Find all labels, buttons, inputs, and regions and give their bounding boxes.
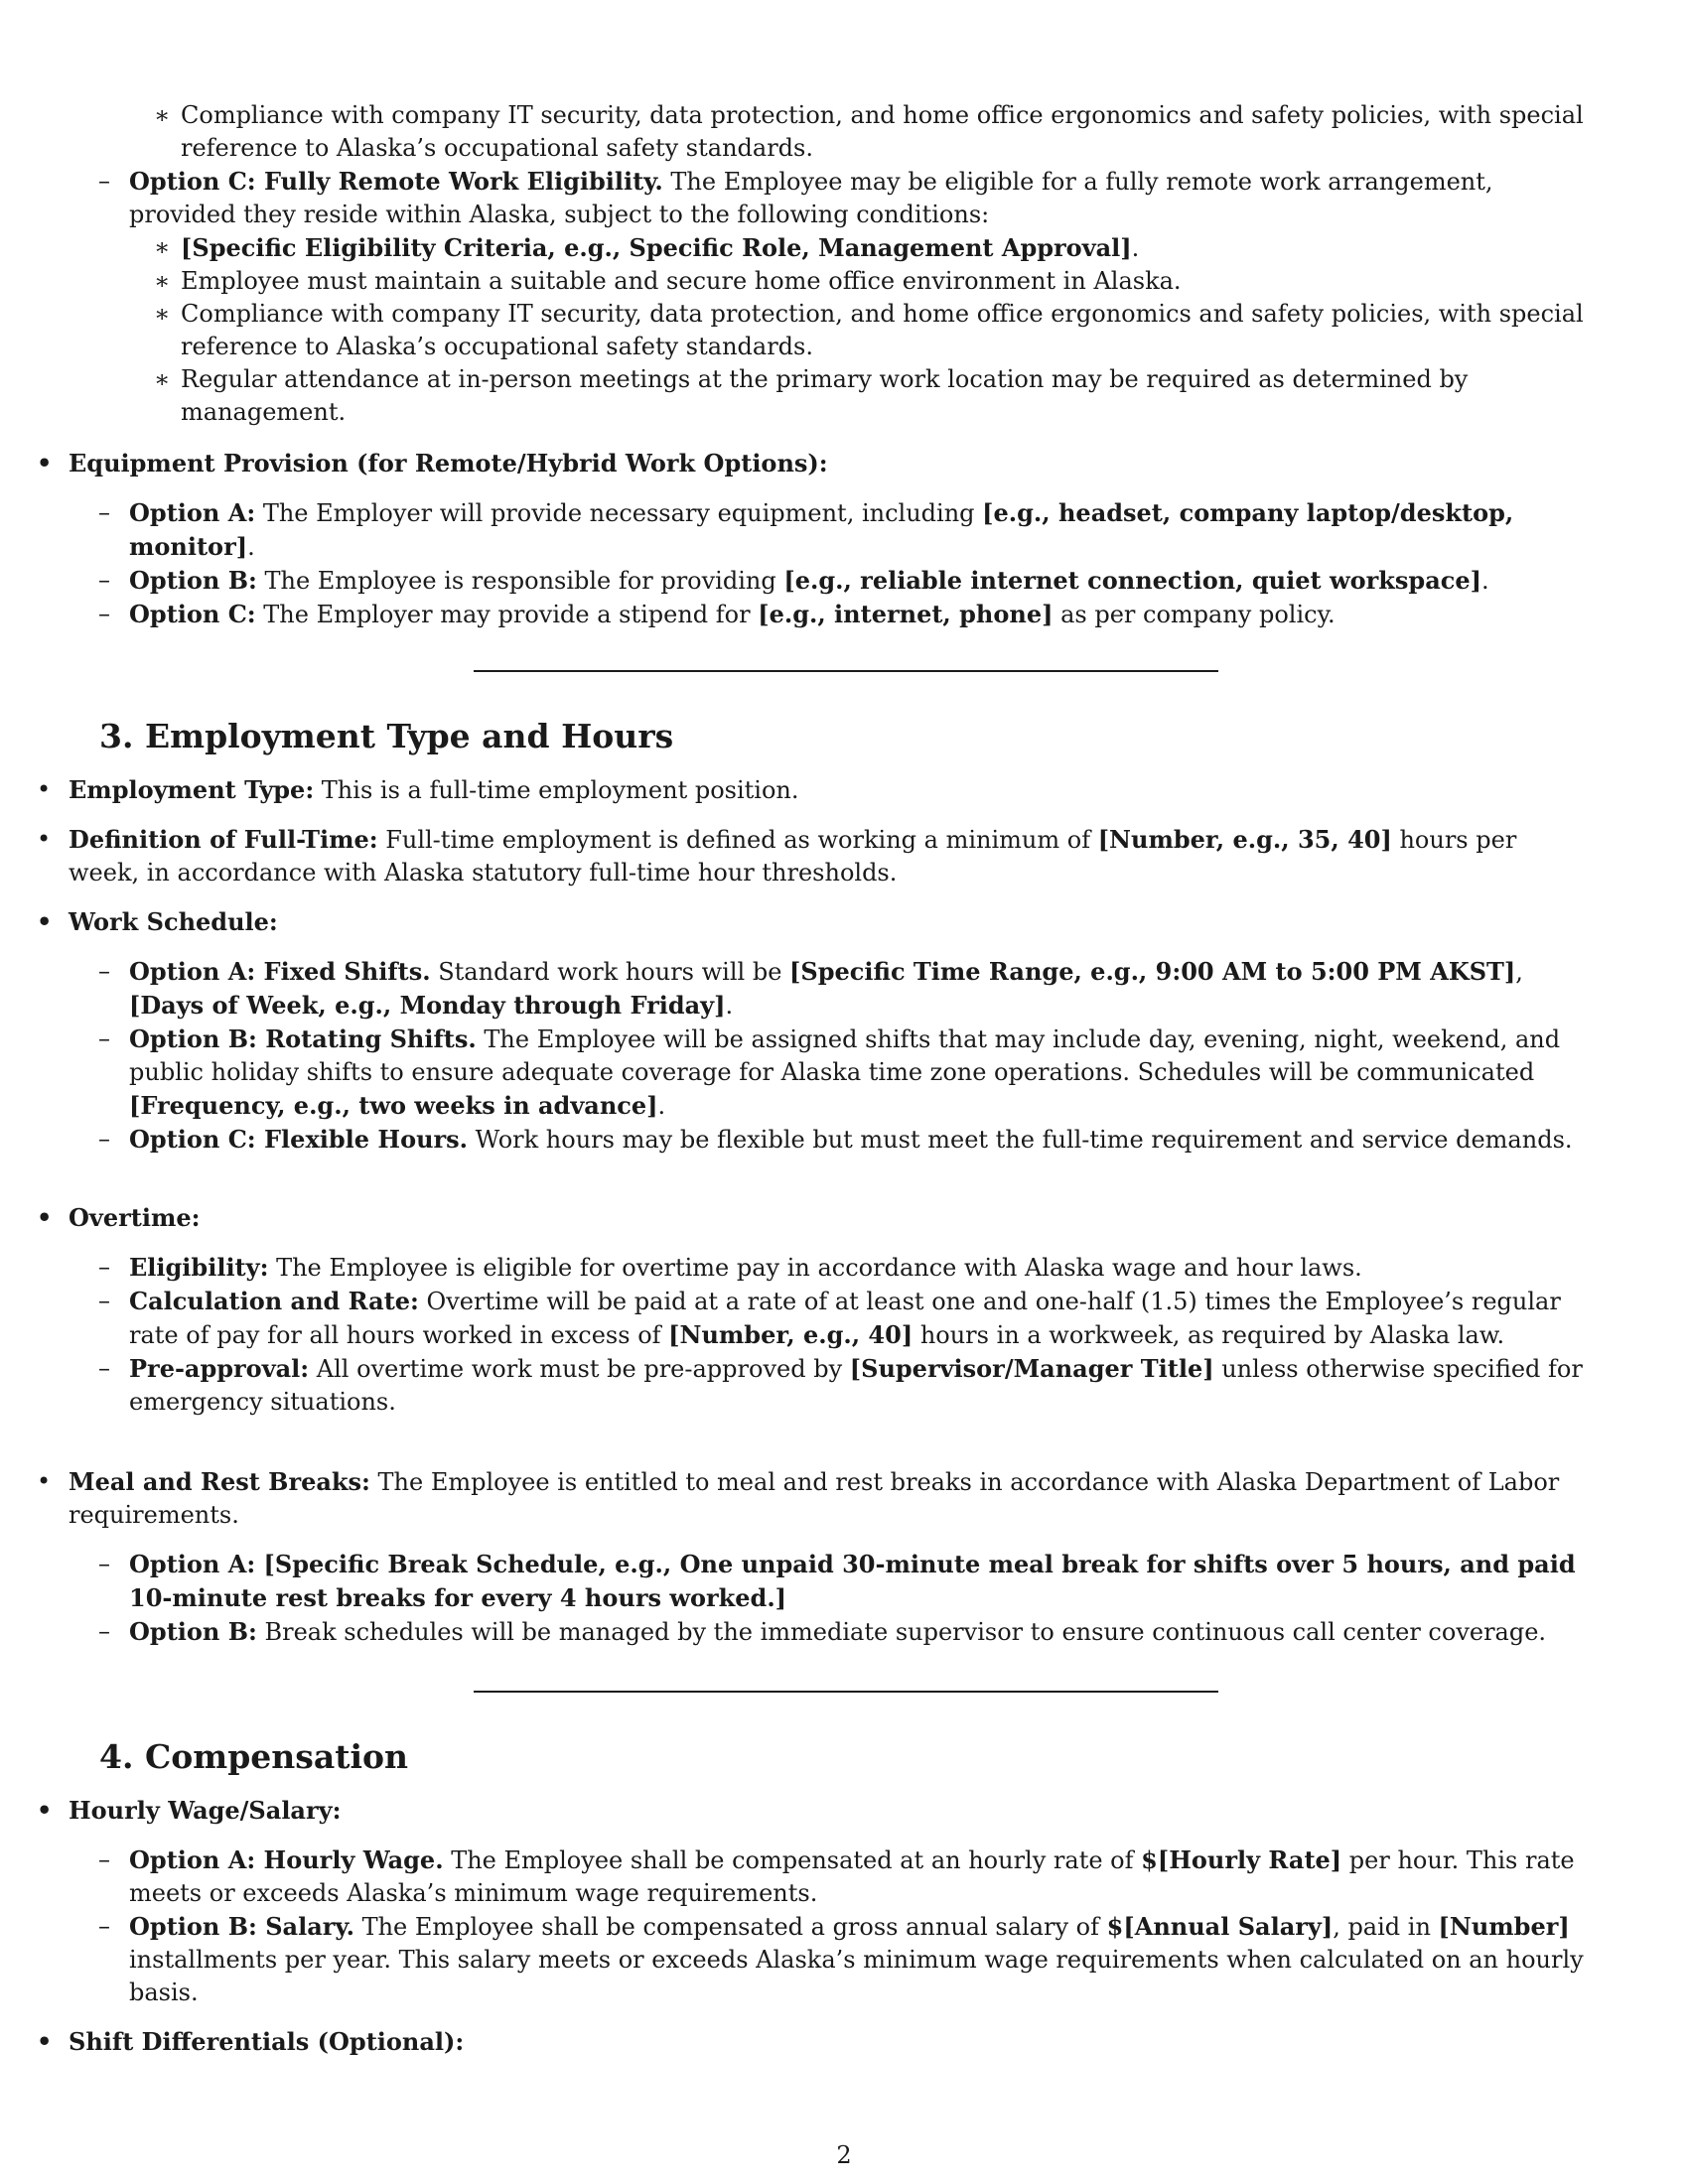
list-item bbox=[0, 363, 1589, 429]
schedule-heading: Work Schedule: bbox=[69, 907, 278, 936]
bullet-marker: • bbox=[37, 825, 52, 853]
bold-run: [Number, e.g., 35, 40] bbox=[1097, 825, 1392, 854]
section-number: 3. bbox=[99, 717, 134, 755]
list-item bbox=[0, 231, 1589, 265]
bold-run: Option A: bbox=[129, 498, 256, 527]
shift-differentials bbox=[37, 2025, 1589, 2058]
bold-run: [Number] bbox=[1438, 1912, 1570, 1941]
list-item bbox=[0, 1794, 1589, 1827]
bullet-marker: • bbox=[37, 2027, 53, 2056]
work-schedule bbox=[37, 905, 1589, 938]
equipment-heading: Equipment Provision (for Remote/Hybrid Work Options): bbox=[69, 449, 828, 478]
bullet-marker: • bbox=[37, 449, 53, 478]
item-text bbox=[181, 300, 1584, 360]
bold-run: [e.g., headset, company laptop/desktop, monitor] bbox=[129, 498, 1514, 561]
bold-run: [Days of Week, e.g., Monday through Friday] bbox=[129, 991, 726, 1020]
bullet-marker: • bbox=[37, 775, 52, 803]
section-heading bbox=[99, 717, 673, 756]
bullet-marker: • bbox=[37, 907, 53, 936]
bold-run: Option B: bbox=[129, 566, 257, 595]
text-run: Regular attendance at in-person meetings at the primary work location may be required as determined by management. bbox=[181, 365, 1469, 426]
star-marker: ∗ bbox=[154, 267, 171, 295]
text-run: Work hours may be flexible but must meet the full-time requirement and service demands. bbox=[468, 1126, 1573, 1154]
list-item bbox=[0, 1201, 1589, 1234]
list-item bbox=[0, 773, 1589, 807]
text-run: . bbox=[725, 992, 734, 1020]
list-item bbox=[0, 447, 1589, 479]
dash-marker: – bbox=[98, 167, 110, 195]
bold-run: Option A: [Specific Break Schedule, e.g., One unpaid 30-minute meal break for shifts over 5 hours, and paid 10-minute rest breaks for every 4 hours worked.] bbox=[129, 1550, 1576, 1612]
differentials-heading: Shift Differentials (Optional): bbox=[69, 2027, 465, 2056]
item-text bbox=[129, 499, 1513, 561]
text-run: , paid in bbox=[1333, 1913, 1439, 1941]
text-run: . bbox=[1131, 234, 1140, 262]
dash-marker: – bbox=[98, 1125, 110, 1153]
wage-salary bbox=[37, 1794, 1589, 1827]
bold-run: [e.g., internet, phone] bbox=[758, 600, 1054, 628]
schedule-options bbox=[99, 955, 1589, 1157]
item-text bbox=[129, 1913, 1584, 2006]
bold-run: Option C: bbox=[129, 600, 256, 628]
text-run: The Employee shall be compensated at an hourly rate of bbox=[443, 1846, 1142, 1874]
bold-run: [Number, e.g., 40] bbox=[668, 1320, 914, 1349]
bold-run: [Specific Time Range, e.g., 9:00 AM to 5:00 PM AKST] bbox=[789, 957, 1516, 986]
list-item bbox=[0, 1843, 1589, 1910]
employment-type bbox=[37, 773, 1589, 807]
dash-marker: – bbox=[98, 1024, 110, 1052]
bold-run: $[Hourly Rate] bbox=[1141, 1845, 1342, 1874]
list-item bbox=[0, 1285, 1589, 1352]
list-item bbox=[0, 823, 1589, 889]
section-number: 4. bbox=[99, 1737, 134, 1776]
dash-marker: – bbox=[98, 957, 110, 985]
bold-run: [Supervisor/Manager Title] bbox=[849, 1354, 1214, 1383]
item-text bbox=[129, 168, 1493, 228]
item-text bbox=[129, 1551, 1576, 1612]
item-text bbox=[69, 826, 1516, 887]
star-marker: ∗ bbox=[154, 101, 171, 129]
item-text bbox=[129, 601, 1336, 628]
text-run: hours in a workweek, as required by Alaska law. bbox=[913, 1321, 1505, 1349]
dash-marker: – bbox=[98, 498, 110, 526]
text-run: hours per week, in accordance with Alaska statutory full-time hour thresholds. bbox=[69, 826, 1517, 887]
text-run: Standard work hours will be bbox=[430, 958, 790, 986]
bold-run: Pre-approval: bbox=[129, 1354, 310, 1383]
text-run: Full-time employment is defined as working a minimum of bbox=[377, 826, 1098, 854]
text-run: per hour. This rate meets or exceeds Alaska’s minimum wage requirements. bbox=[129, 1846, 1575, 1907]
item-text bbox=[129, 1288, 1561, 1349]
text-run: . bbox=[657, 1092, 666, 1120]
section-heading bbox=[99, 1737, 408, 1777]
bold-run: [e.g., reliable internet connection, quiet workspace] bbox=[783, 566, 1481, 595]
bullet-marker: • bbox=[37, 1796, 53, 1825]
item-text bbox=[129, 1846, 1575, 1907]
star-marker: ∗ bbox=[154, 365, 171, 393]
item-text bbox=[181, 365, 1468, 426]
text-run: . bbox=[1480, 567, 1489, 595]
dash-marker: – bbox=[98, 1845, 110, 1873]
bold-run: Option C: Fully Remote Work Eligibility. bbox=[129, 167, 663, 196]
section2-continuation bbox=[99, 99, 1589, 429]
list-item bbox=[0, 1615, 1589, 1649]
item-text bbox=[181, 267, 1182, 295]
item-text bbox=[129, 1355, 1583, 1416]
bold-run: Option A: Hourly Wage. bbox=[129, 1845, 444, 1874]
list-item bbox=[0, 1251, 1589, 1285]
dash-marker: – bbox=[98, 1550, 110, 1577]
text-run: Break schedules will be managed by the immediate supervisor to ensure continuous call center coverage. bbox=[256, 1618, 1547, 1646]
full-time-definition bbox=[37, 823, 1589, 889]
text-run: The Employee is eligible for overtime pay in accordance with Alaska wage and hour laws. bbox=[268, 1254, 1362, 1282]
list-item bbox=[0, 496, 1589, 564]
bold-run: Option B: Salary. bbox=[129, 1912, 354, 1941]
item-text bbox=[129, 1025, 1560, 1120]
dash-marker: – bbox=[98, 1253, 110, 1281]
list-item bbox=[0, 955, 1589, 1023]
text-run: The Employee is entitled to meal and rest breaks in accordance with Alaska Department of Labor requirements. bbox=[69, 1468, 1560, 1529]
bold-run: $[Annual Salary] bbox=[1106, 1912, 1334, 1941]
text-run: The Employee will be assigned shifts that may include day, evening, night, weekend, and public holiday shifts to ensure adequate coverage for Alaska time zone operations. Schedules will be communicated bbox=[129, 1025, 1561, 1086]
item-text bbox=[181, 234, 1139, 262]
text-run: The Employee is responsible for providing bbox=[256, 567, 784, 595]
bold-run: Meal and Rest Breaks: bbox=[69, 1467, 370, 1496]
dash-marker: – bbox=[98, 566, 110, 594]
bold-run: Calculation and Rate: bbox=[129, 1287, 419, 1315]
item-text bbox=[129, 1618, 1546, 1646]
text-run: The Employer will provide necessary equipment, including bbox=[255, 499, 983, 527]
text-run: Overtime will be paid at a rate of at least one and one-half (1.5) times the Employee’s regular rate of pay for all hours worked in excess of bbox=[129, 1288, 1561, 1349]
item-text bbox=[129, 1254, 1362, 1282]
bullet-marker: • bbox=[37, 1467, 52, 1495]
list-item bbox=[0, 1465, 1589, 1532]
dash-marker: – bbox=[98, 600, 110, 627]
item-text bbox=[69, 776, 799, 804]
text-run: Compliance with company IT security, data protection, and home office ergonomics and safety policies, with special reference to Alaska’s occupational safety standards. bbox=[181, 300, 1584, 360]
star-marker: ∗ bbox=[154, 233, 171, 261]
list-item bbox=[0, 165, 1589, 231]
item-text bbox=[69, 1468, 1559, 1529]
text-run: . bbox=[247, 533, 255, 561]
bold-run: Option B: Rotating Shifts. bbox=[129, 1024, 477, 1053]
text-run: installments per year. This salary meets or exceeds Alaska’s minimum wage requirements when calculated on an hourly basis. bbox=[129, 1946, 1584, 2006]
item-text bbox=[129, 567, 1489, 595]
text-run: unless otherwise specified for emergency situations. bbox=[129, 1355, 1583, 1416]
list-item bbox=[0, 298, 1589, 363]
overtime-heading: Overtime: bbox=[69, 1203, 201, 1232]
wage-heading: Hourly Wage/Salary: bbox=[69, 1796, 342, 1825]
star-marker: ∗ bbox=[154, 300, 171, 328]
list-item bbox=[0, 1910, 1589, 2009]
list-item bbox=[0, 1023, 1589, 1123]
dash-marker: – bbox=[98, 1617, 110, 1645]
bold-run: Eligibility: bbox=[129, 1253, 269, 1282]
meal-rest-breaks bbox=[37, 1465, 1589, 1532]
page-number: 2 bbox=[836, 2141, 852, 2169]
list-item bbox=[0, 1548, 1589, 1615]
wage-options bbox=[99, 1843, 1589, 2009]
list-item bbox=[0, 564, 1589, 598]
bold-run: Definition of Full-Time: bbox=[69, 825, 378, 854]
item-text bbox=[129, 1126, 1573, 1154]
section-title: Employment Type and Hours bbox=[145, 717, 674, 755]
text-run: as per company policy. bbox=[1053, 601, 1336, 628]
text-run: The Employee shall be compensated a gross annual salary of bbox=[353, 1913, 1107, 1941]
text-run: All overtime work must be pre-approved by bbox=[309, 1355, 850, 1383]
overtime-items bbox=[99, 1251, 1589, 1419]
bold-run: Employment Type: bbox=[69, 775, 315, 804]
break-options bbox=[99, 1548, 1589, 1649]
bold-run: Option A: Fixed Shifts. bbox=[129, 957, 431, 986]
bold-run: Option B: bbox=[129, 1617, 257, 1646]
list-item bbox=[0, 598, 1589, 631]
bold-run: [Specific Eligibility Criteria, e.g., Specific Role, Management Approval] bbox=[181, 233, 1132, 262]
list-item bbox=[0, 99, 1589, 165]
bullet-marker: • bbox=[37, 1203, 53, 1232]
text-run: This is a full-time employment position. bbox=[314, 776, 799, 804]
section-divider bbox=[474, 670, 1218, 672]
equipment-options bbox=[99, 496, 1589, 631]
section-title: Compensation bbox=[145, 1737, 408, 1776]
bold-run: [Frequency, e.g., two weeks in advance] bbox=[129, 1091, 658, 1120]
list-item bbox=[0, 2025, 1589, 2058]
text-run: Compliance with company IT security, data protection, and home office ergonomics and safety policies, with special reference to Alaska’s occupational safety standards. bbox=[181, 101, 1584, 162]
overtime bbox=[37, 1201, 1589, 1234]
bold-run: Option C: Flexible Hours. bbox=[129, 1125, 469, 1154]
text-run: The Employee may be eligible for a fully remote work arrangement, provided they reside within Alaska, subject to the following conditions: bbox=[129, 168, 1493, 228]
dash-marker: – bbox=[98, 1912, 110, 1940]
section-divider bbox=[474, 1691, 1218, 1693]
list-item bbox=[0, 265, 1589, 298]
text-run: The Employer may provide a stipend for bbox=[255, 601, 759, 628]
list-item bbox=[0, 1352, 1589, 1419]
text-run: , bbox=[1515, 958, 1523, 986]
dash-marker: – bbox=[98, 1287, 110, 1314]
dash-marker: – bbox=[98, 1354, 110, 1382]
list-item bbox=[0, 1123, 1589, 1157]
equipment-provision bbox=[37, 447, 1589, 479]
list-item bbox=[0, 905, 1589, 938]
text-run: Employee must maintain a suitable and secure home office environment in Alaska. bbox=[181, 267, 1182, 295]
item-text bbox=[129, 958, 1523, 1020]
item-text bbox=[181, 101, 1584, 162]
